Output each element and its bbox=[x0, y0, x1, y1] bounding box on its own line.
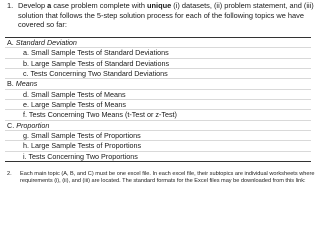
bold-text: unique bbox=[147, 1, 172, 10]
subtopic-row bbox=[5, 48, 311, 58]
subtopic-text: Large Sample Tests of Standard Deviations bbox=[31, 58, 170, 68]
subtopic-text: Tests Concerning Two Proportions bbox=[28, 151, 138, 161]
item-2-text: Each main topic (A, B, and C) must be one excel file. In each excel file, their subtopics are individual worksheets where requirements (i), (ii), and (iii) are located. The standard formats for the Excel files may be downloaded from this link: bbox=[20, 171, 315, 185]
topic-outline bbox=[5, 37, 311, 162]
subtopic-label: h. bbox=[23, 141, 29, 151]
subtopic-text: Small Sample Tests of Means bbox=[31, 89, 126, 99]
topic-heading bbox=[5, 38, 311, 48]
bold-text: a bbox=[47, 1, 52, 10]
subtopic-text: Small Sample Tests of Standard Deviations bbox=[31, 48, 169, 58]
subtopic-label: c. bbox=[23, 69, 29, 79]
item-number: 1. bbox=[7, 1, 14, 10]
topic-label: C. bbox=[7, 120, 15, 130]
item-number: 2. bbox=[7, 171, 12, 177]
subtopic-label: a. bbox=[23, 48, 29, 58]
topic-title: Means bbox=[15, 79, 38, 89]
text-segment: case problem complete with bbox=[51, 1, 148, 10]
subtopic-text: Tests Concerning Two Means (t-Test or z-Test) bbox=[28, 110, 177, 120]
subtopic-row bbox=[5, 110, 311, 120]
text-segment: Develop bbox=[18, 1, 48, 10]
instruction-item-1 bbox=[3, 1, 317, 30]
subtopic-label: d. bbox=[23, 89, 29, 99]
subtopic-row bbox=[5, 141, 311, 151]
subtopic-row bbox=[5, 90, 311, 100]
subtopic-label: g. bbox=[23, 131, 29, 141]
instruction-item-2 bbox=[3, 171, 317, 186]
subtopic-label: f. bbox=[23, 110, 27, 120]
subtopic-row bbox=[5, 152, 311, 161]
topic-title: Standard Deviation bbox=[15, 38, 77, 47]
subtopic-label: e. bbox=[23, 100, 29, 110]
subtopic-text: Large Sample Tests of Proportions bbox=[31, 141, 142, 151]
subtopic-text: Tests Concerning Two Standard Deviations bbox=[30, 69, 168, 79]
subtopic-text: Large Sample Tests of Means bbox=[31, 100, 126, 110]
subtopic-text: Small Sample Tests of Proportions bbox=[31, 131, 141, 141]
subtopic-row bbox=[5, 69, 311, 79]
subtopic-label: b. bbox=[23, 58, 29, 68]
subtopic-row bbox=[5, 59, 311, 69]
topic-heading bbox=[5, 79, 311, 89]
subtopic-label: i. bbox=[23, 151, 27, 161]
topic-heading bbox=[5, 121, 311, 131]
topic-label: A. bbox=[7, 38, 14, 47]
text-segment: (i) datasets, (ii) problem statement, and (iii) solution that follows the 5-step solution process for each of the following topics we have covered so far: bbox=[18, 1, 314, 30]
subtopic-row bbox=[5, 131, 311, 141]
topic-title: Proportion bbox=[16, 120, 50, 130]
item-1-text bbox=[18, 1, 317, 30]
subtopic-row bbox=[5, 100, 311, 110]
topic-label: B. bbox=[7, 79, 14, 89]
